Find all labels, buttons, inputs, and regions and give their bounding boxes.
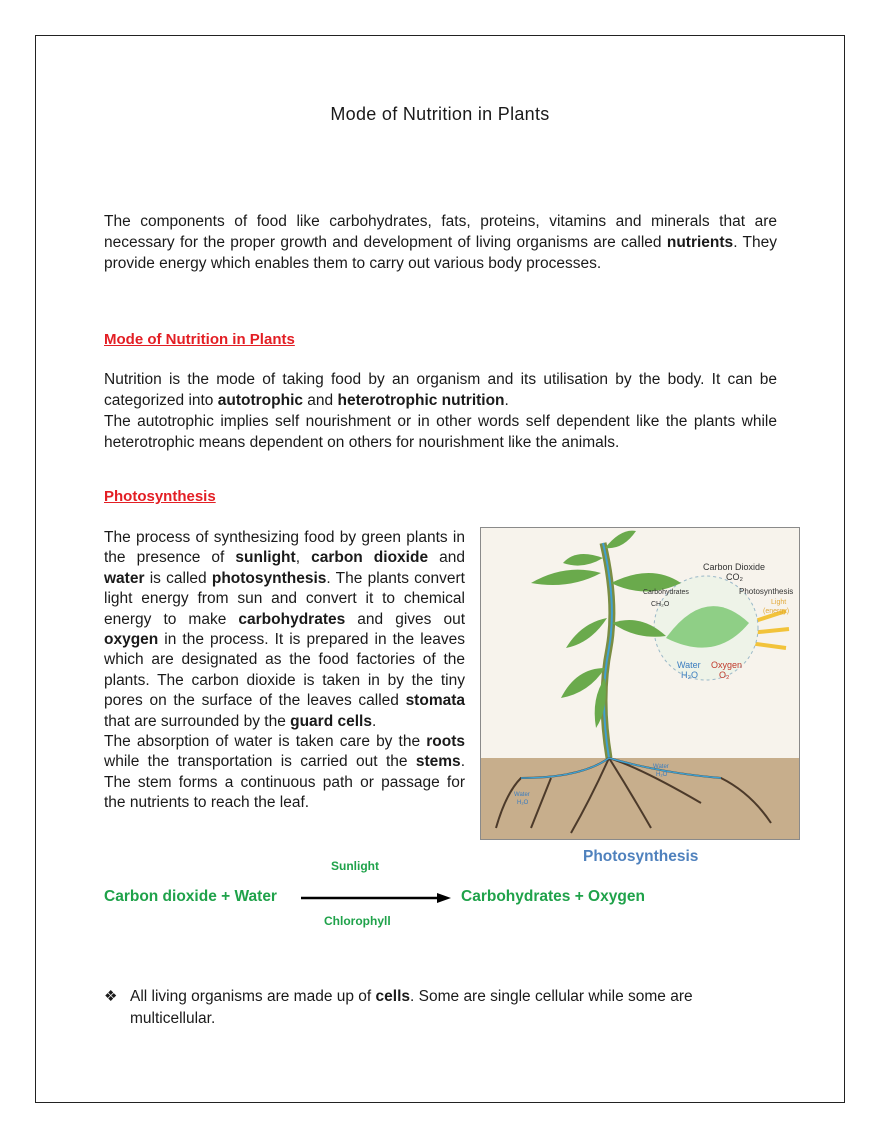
equation-condition-above: Sunlight — [331, 859, 379, 873]
label-root-water-2: Water — [514, 792, 530, 798]
label-carbohydrates: Carbohydrates — [643, 589, 689, 596]
figure-caption: Photosynthesis — [583, 848, 699, 865]
diamond-bullet-icon: ❖ — [104, 988, 118, 1005]
label-h2o: H₂O — [681, 670, 698, 680]
photosynthesis-paragraph: The process of synthesizing food by green plants in the presence of sunlight, carbon dioxide and water is called photosynthesis. The plants convert light energy from sun and convert it to chemical energy to make carbohydrates and gives out oxygen in the process. It is prepared in the leaves which are designated as the food factories of the plants. The carbon dioxide is taken in by the tiny pores on the surface of the leaves called stomata that are surrounded by the guard cells. The absorption of water is taken care by the roots while the transportation is carried out the stems. The stem forms a continuous path or passage for the nutrients to reach the leaf. — [104, 529, 465, 812]
term-cells: cells — [375, 988, 411, 1005]
label-carbon-dioxide: Carbon Dioxide — [703, 562, 766, 572]
term-autotrophic: autotrophic — [217, 392, 303, 409]
photosynthesis-figure — [480, 527, 800, 840]
section-heading-nutrition: Mode of Nutrition in Plants — [104, 331, 295, 348]
equation-arrow — [301, 891, 451, 905]
page-title: Mode of Nutrition in Plants — [330, 104, 550, 124]
bullet-point — [104, 986, 777, 1030]
label-photosynthesis: Photosynthesis — [739, 587, 794, 596]
label-root-water-1: Water — [653, 764, 669, 770]
equation-reactants: Carbon dioxide + Water — [104, 888, 277, 905]
bullet-text: All living organisms are made up of cells. Some are single cellular while some are multicellular. — [130, 988, 693, 1027]
term-heterotrophic: heterotrophic nutrition — [337, 392, 505, 409]
label-root-h2o-1: H₂O — [656, 772, 668, 778]
label-ch2o: CH₂O — [651, 601, 670, 608]
label-co2-formula: CO₂ — [726, 572, 743, 582]
nutrition-paragraph-2: The autotrophic implies self nourishment or in other words self dependent like the plants while heterotrophic means dependent on others for nourishment like the animals. — [104, 413, 777, 451]
label-oxygen: Oxygen — [711, 660, 743, 670]
equation-products: Carbohydrates + Oxygen — [461, 888, 645, 905]
intro-paragraph: The components of food like carbohydrates, fats, proteins, vitamins and minerals that are necessary for the proper growth and development of living organisms are called nutrients. They provide energy which enables them to carry out various body processes. — [104, 213, 778, 272]
term-nutrients: nutrients — [666, 234, 734, 251]
plant-illustration — [481, 528, 799, 839]
label-root-h2o-2: H₂O — [517, 800, 529, 806]
label-energy: (energy) — [763, 608, 790, 615]
section-heading-photosynthesis: Photosynthesis — [104, 488, 216, 505]
label-water: Water — [677, 660, 701, 670]
equation-condition-below: Chlorophyll — [324, 914, 391, 928]
nutrition-paragraph: Nutrition is the mode of taking food by an organism and its utilisation by the body. It can be categorized into autotrophic and heterotrophic nutrition. The autotrophic implies self nourishment or in other words self dependent like the plants while heterotrophic means dependent on others for nourishment like the animals. — [104, 371, 777, 451]
label-o2: O₂ — [719, 670, 730, 680]
label-light: Light — [771, 599, 787, 606]
